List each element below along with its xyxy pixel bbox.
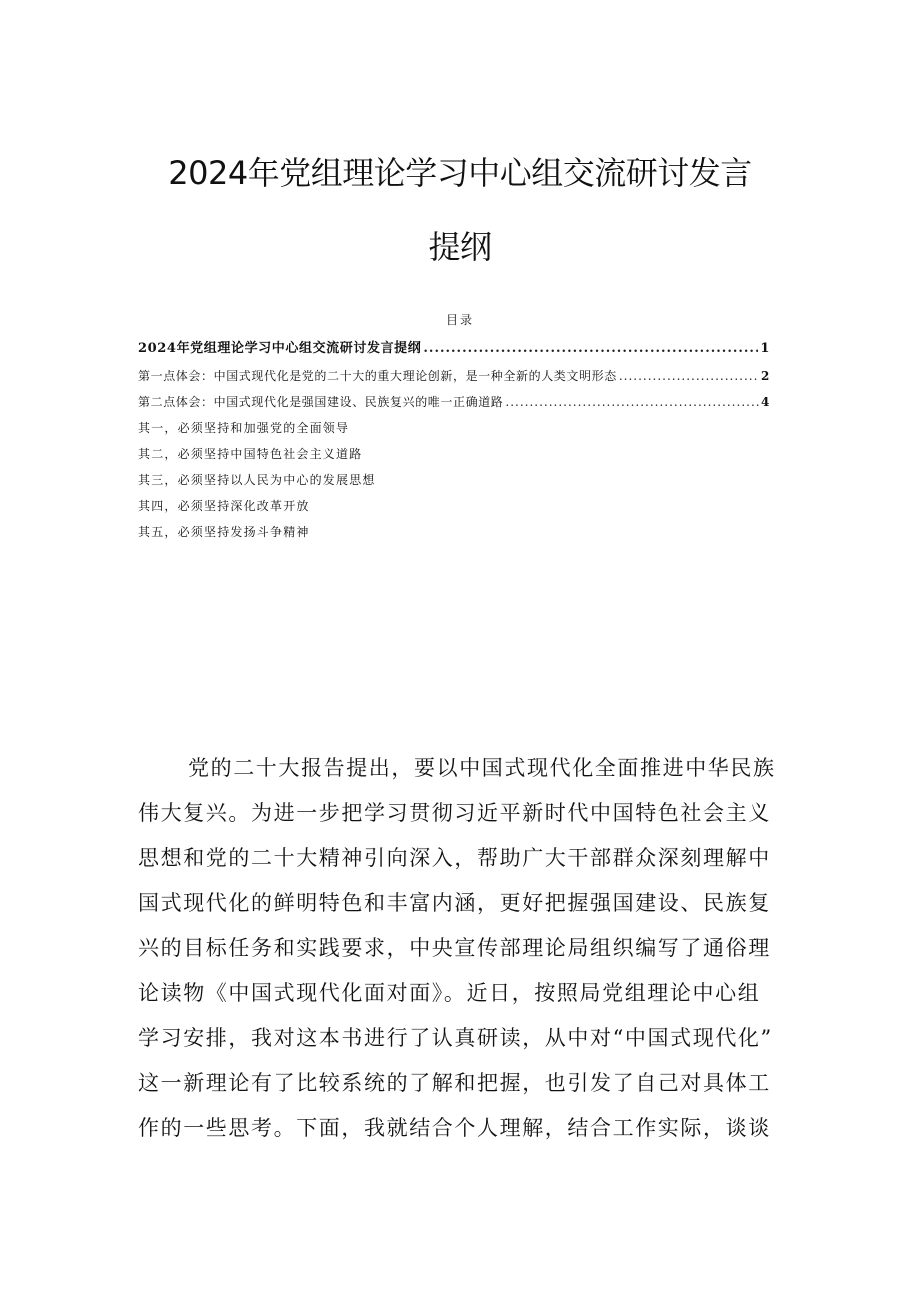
toc-leader-dots — [423, 342, 758, 356]
toc-page-number: 1 — [760, 341, 770, 356]
toc-item[interactable]: 其三，必须坚持以人民为中心的发展思想 — [138, 473, 376, 487]
body-line: 学习安排，我对这本书进行了认真研读，从中对“中国式现代化” — [138, 1026, 773, 1050]
table-of-contents — [138, 342, 770, 539]
toc-entry-text: 2024年党组理论学习中心组交流研讨发言提纲 — [138, 341, 422, 356]
toc-entry[interactable] — [138, 342, 770, 356]
toc-leader-dots — [505, 395, 759, 409]
body-line: 伟大复兴。为进一步把学习贯彻习近平新时代中国特色社会主义 — [138, 801, 771, 825]
toc-leader-dots — [619, 369, 759, 383]
body-paragraph — [138, 748, 783, 1153]
body-line: 思想和党的二十大精神引向深入，帮助广大干部群众深刻理解中 — [138, 846, 771, 870]
toc-item[interactable]: 其四，必须坚持深化改革开放 — [138, 499, 310, 513]
body-line: 兴的目标任务和实践要求，中央宣传部理论局组织编写了通俗理 — [138, 936, 771, 960]
toc-item[interactable]: 其二，必须坚持中国特色社会主义道路 — [138, 447, 363, 461]
document-title-line-1: 2024年党组理论学习中心组交流研讨发言 — [168, 154, 752, 192]
toc-entry-text: 第一点体会：中国式现代化是党的二十大的重大理论创新，是一种全新的人类文明形态 — [138, 369, 617, 383]
toc-item[interactable]: 其一，必须坚持和加强党的全面领导 — [138, 421, 350, 435]
toc-entry[interactable] — [138, 369, 770, 383]
document-title-line-2: 提纲 — [428, 228, 492, 266]
toc-entry-text: 第二点体会：中国式现代化是强国建设、民族复兴的唯一正确道路 — [138, 395, 504, 409]
toc-entry[interactable] — [138, 395, 770, 409]
body-line: 这一新理论有了比较系统的了解和把握，也引发了自己对具体工 — [138, 1071, 771, 1095]
toc-page-number: 2 — [761, 369, 770, 383]
toc-heading: 目录 — [445, 313, 474, 327]
body-line: 论读物《中国式现代化面对面》。近日，按照局党组理论中心组 — [138, 981, 761, 1005]
toc-item[interactable]: 其五，必须坚持发扬斗争精神 — [138, 525, 310, 539]
body-line: 党的二十大报告提出，要以中国式现代化全面推进中华民族 — [188, 756, 776, 780]
toc-page-number: 4 — [761, 395, 770, 409]
body-line: 国式现代化的鲜明特色和丰富内涵，更好把握强国建设、民族复 — [138, 891, 771, 915]
body-line: 作的一些思考。下面，我就结合个人理解，结合工作实际，谈谈 — [138, 1116, 771, 1140]
